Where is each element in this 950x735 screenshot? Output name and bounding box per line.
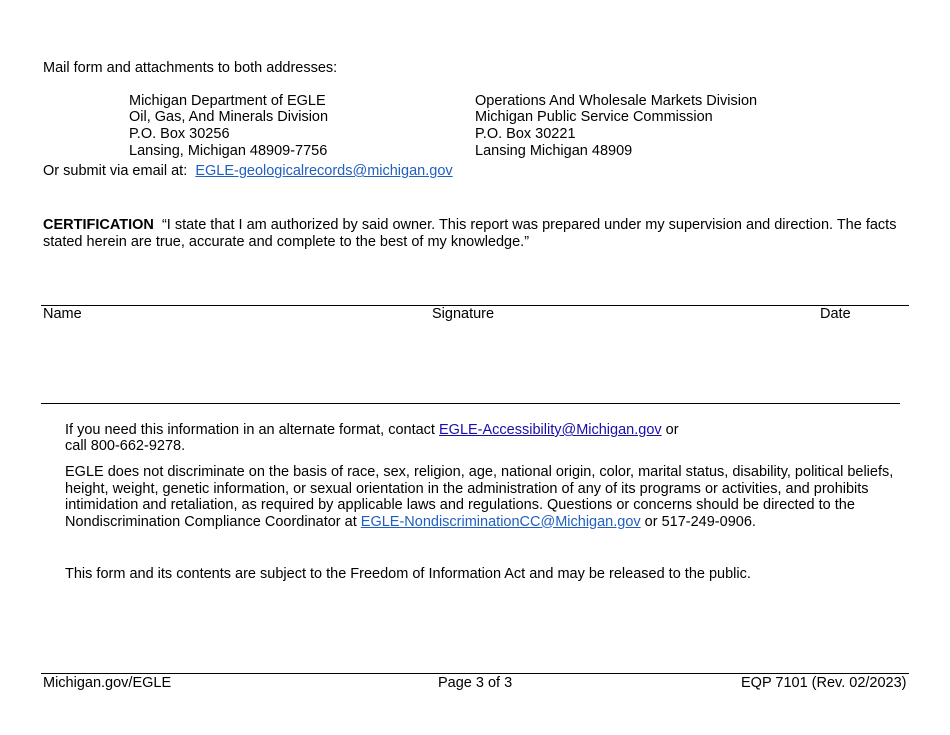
section-divider (41, 403, 900, 404)
email-submit-prefix: Or submit via email at: (43, 163, 188, 179)
nondiscrimination-paragraph (65, 464, 905, 530)
certification-text: “I state that I am authorized by said owner. This report was prepared under my supervision and direction. The facts stated herein are true, accurate and complete to the best of my knowledge.” (43, 217, 897, 250)
address-left-line3: P.O. Box 30256 (129, 126, 230, 142)
email-submit-line (43, 163, 453, 180)
mail-intro: Mail form and attachments to both addresses: (43, 60, 338, 76)
accessibility-line1 (65, 422, 679, 439)
name-label: Name (43, 306, 82, 322)
date-label: Date (820, 306, 851, 322)
address-left-line2: Oil, Gas, And Minerals Division (129, 109, 329, 125)
nondiscrimination-text: EGLE does not discriminate on the basis of race, sex, religion, age, national origin, color, marital status, disability, political beliefs, height, weight, genetic information, or sexual orientation in the administration of any of its programs or activities, and prohibits intimidation and retaliation, as required by applicable laws and regulations. Questions or concerns should be directed to the Nondiscrimination Compliance Coordinator at (65, 464, 894, 530)
address-right-line2: Michigan Public Service Commission (475, 109, 713, 125)
footer-page-number: Page 3 of 3 (438, 675, 513, 691)
address-right-line1: Operations And Wholesale Markets Division (475, 93, 758, 109)
accessibility-suffix: or (665, 422, 679, 438)
certification-label: CERTIFICATION (43, 217, 154, 233)
nondiscrimination-suffix: or 517-249-0906. (644, 513, 756, 530)
foia-notice: This form and its contents are subject to the Freedom of Information Act and may be released to the public. (65, 566, 751, 582)
accessibility-email-link[interactable]: EGLE-Accessibility@Michigan.gov (439, 422, 662, 438)
accessibility-prefix: If you need this information in an alternate format, contact (65, 422, 435, 438)
footer-website: Michigan.gov/EGLE (43, 675, 172, 691)
address-right-line3: P.O. Box 30221 (475, 126, 576, 142)
address-left-line1: Michigan Department of EGLE (129, 93, 326, 109)
address-right-line4: Lansing Michigan 48909 (475, 143, 633, 159)
nondiscrimination-email-link[interactable]: EGLE-NondiscriminationCC@Michigan.gov (360, 513, 641, 530)
certification-statement (43, 217, 913, 250)
accessibility-phone: call 800-662-9278. (65, 438, 186, 454)
footer-divider (41, 673, 909, 674)
address-left-line4: Lansing, Michigan 48909-7756 (129, 143, 328, 159)
signature-label: Signature (432, 306, 495, 322)
geological-records-email-link[interactable]: EGLE-geologicalrecords@michigan.gov (195, 163, 453, 179)
footer-form-id: EQP 7101 (Rev. 02/2023) (741, 675, 907, 691)
